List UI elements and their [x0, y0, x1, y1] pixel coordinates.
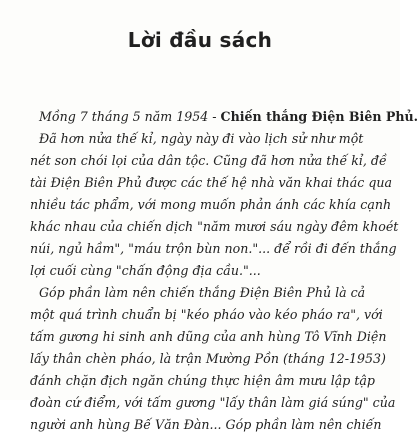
paragraph-1-line: nét son chói lọi của dân tộc. Cũng đã hơn nửa thế kỉ, đề [30, 153, 387, 168]
paragraph-2-line: một quá trình chuẩn bị "kéo pháo vào kéo pháo ra", với [30, 307, 383, 322]
intro-line [30, 106, 418, 128]
page-title: Lời đầu sách [127, 28, 273, 52]
paragraph-2-line: đánh chặn địch ngăn chúng thực hiện âm mưu lập tập [30, 373, 375, 388]
body-text [30, 106, 418, 436]
paragraph-1-line: nhiều tác phẩm, với mong muốn phản ánh các khía cạnh [30, 197, 392, 212]
paragraph-2-line: người anh hùng Bế Văn Đàn... Góp phần làm nên chiến [30, 417, 382, 432]
paragraph-2-line: Góp phần làm nên chiến thắng Điện Biên Phủ là cả [39, 285, 366, 300]
paragraph-1-line: tài Điện Biên Phủ được các thế hệ nhà văn khai thác qua [30, 175, 392, 190]
paragraph-1-line: núi, ngủ hầm", "máu trộn bùn non."... để rồi đi đến thắng [30, 241, 397, 256]
intro-date: Mồng 7 tháng 5 năm 1954 - [39, 109, 221, 124]
paragraph-1-line: khác nhau của chiến dịch "năm mươi sáu ngày đêm khoét [30, 219, 399, 234]
intro-event: Chiến thắng Điện Biên Phủ. [220, 109, 418, 124]
paragraph-2-line: đoàn cứ điểm, với tấm gương "lấy thân làm giá súng" của [30, 395, 396, 410]
paragraph-1-line: lợi cuối cùng "chấn động địa cầu."... [30, 263, 261, 278]
paragraph-2-line: lấy thân chèn pháo, là trận Mường Pồn (tháng 12-1953) [30, 351, 386, 366]
paragraph-2-line: tấm gương hi sinh anh dũng của anh hùng Tô Vĩnh Diện [30, 329, 387, 344]
paragraph-1-line: Đã hơn nửa thế kỉ, ngày này đi vào lịch sử như một [39, 131, 364, 146]
